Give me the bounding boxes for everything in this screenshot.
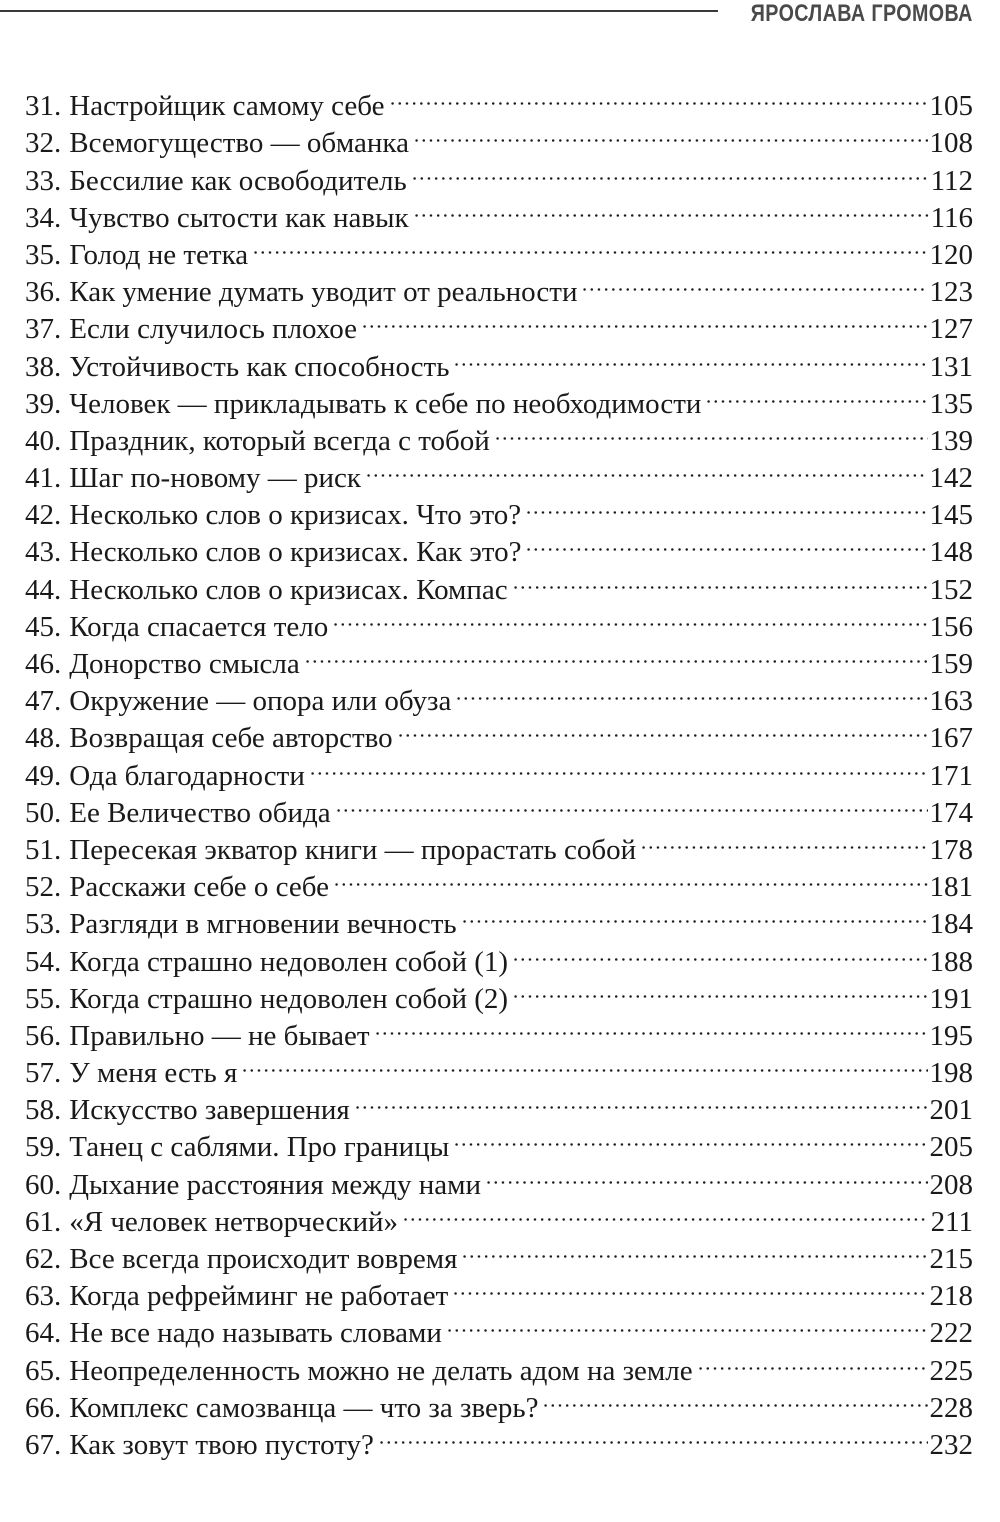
toc-entry-title: Несколько слов о кризисах. Что это? [69, 499, 522, 532]
toc-entry-page: 108 [929, 127, 973, 160]
toc-entry-number: 45. [25, 610, 62, 643]
toc-entry-page: 218 [929, 1280, 973, 1313]
toc-entry-number: 34. [25, 201, 62, 234]
dot-leader [402, 1194, 929, 1231]
toc-entry-page: 105 [929, 90, 973, 123]
toc-entry-title: Когда рефрейминг не работает [69, 1280, 449, 1313]
toc-entry-title: «Я человек нетворческий» [69, 1205, 399, 1238]
toc-entry-number: 32. [25, 127, 62, 160]
dot-leader [446, 1305, 928, 1342]
dot-leader [581, 264, 927, 301]
toc-entry-number: 36. [25, 276, 62, 309]
toc-entry-page: 181 [929, 871, 973, 904]
dot-leader [365, 450, 928, 487]
toc-entry-number: 59. [25, 1131, 62, 1164]
dot-leader [332, 599, 927, 636]
toc-entry-number: 38. [25, 350, 62, 383]
toc-entry-page: 201 [929, 1094, 973, 1127]
toc-entry-number: 33. [25, 164, 62, 197]
dot-leader [453, 338, 927, 375]
dot-leader [361, 301, 928, 338]
toc-entry-page: 184 [929, 908, 973, 941]
toc-entry-number: 58. [25, 1094, 62, 1127]
dot-leader [374, 1008, 928, 1045]
dot-leader [354, 1082, 928, 1119]
dot-leader [494, 413, 928, 450]
toc-entry-page: 127 [929, 313, 973, 346]
toc-entry-number: 62. [25, 1243, 62, 1275]
toc-entry-page: 191 [929, 982, 973, 1015]
toc-entry-title: Правильно — не бывает [69, 1019, 370, 1052]
toc-entry-page: 112 [930, 164, 973, 197]
toc-entry-page: 159 [929, 648, 973, 680]
toc-entry-title: Несколько слов о кризисах. Компас [69, 573, 508, 606]
toc-entry-number: 52. [25, 871, 62, 904]
dot-leader [397, 710, 928, 747]
toc-entry-title: Ода благодарности [69, 759, 305, 792]
toc-entry-title: Когда страшно недоволен собой (2) [69, 982, 509, 1015]
toc-entry-number: 35. [25, 238, 62, 271]
toc-entry-title: Как зовут твою пустоту? [69, 1428, 374, 1461]
toc-entry-page: 123 [929, 276, 973, 309]
dot-leader [413, 115, 928, 152]
toc-entry-title: Неопределенность можно не делать адом на земле [69, 1354, 693, 1387]
toc-entry-number: 42. [25, 499, 62, 532]
toc-entry-page: 198 [929, 1057, 973, 1090]
toc-entry-title: Разгляди в мгновении вечность [69, 908, 457, 941]
toc-entry-number: 60. [25, 1168, 62, 1201]
toc-entry-page: 225 [929, 1354, 973, 1387]
toc-entry-number: 40. [25, 424, 62, 457]
toc-entry-number: 56. [25, 1019, 62, 1052]
toc-entry-number: 63. [25, 1280, 62, 1313]
toc-entry-number: 64. [25, 1317, 62, 1350]
toc-entry-page: 156 [929, 610, 973, 643]
toc-entry-number: 37. [25, 313, 62, 346]
dot-leader [413, 190, 929, 227]
toc-entry-number: 44. [25, 573, 62, 606]
dot-leader [512, 561, 928, 598]
toc-entry-number: 67. [25, 1428, 62, 1461]
toc-entry-title: Всемогущество — обманка [69, 127, 409, 160]
toc-entry-title: Когда спасается тело [69, 610, 329, 643]
toc-entry-number: 49. [25, 759, 62, 792]
dot-leader [525, 487, 927, 524]
header-rule [0, 10, 718, 12]
toc-entry-title: Если случилось плохое [69, 313, 357, 346]
dot-leader [542, 1380, 927, 1417]
toc-entry-title: Голод не тетка [69, 238, 249, 271]
dot-leader [333, 859, 927, 896]
toc-entry-title: Донорство смысла [69, 648, 300, 680]
toc-entry-title: У меня есть я [69, 1057, 238, 1090]
toc-entry-page: 135 [929, 387, 973, 420]
toc-entry-title: Танец с саблями. Про границы [69, 1131, 450, 1164]
toc-entry-title: Расскажи себе о себе [69, 871, 330, 904]
dot-leader [485, 1156, 927, 1193]
table-of-contents [25, 78, 973, 1461]
toc-entry-page: 174 [929, 796, 973, 829]
toc-entry-number: 43. [25, 536, 62, 569]
dot-leader [452, 1268, 927, 1305]
dot-leader [335, 785, 928, 822]
toc-entry-number: 50. [25, 796, 62, 829]
toc-entry-number: 55. [25, 982, 62, 1015]
toc-entry-number: 54. [25, 945, 62, 978]
dot-leader [525, 524, 927, 561]
toc-entry-number: 31. [25, 90, 62, 123]
toc-entry-page: 215 [929, 1243, 973, 1275]
toc-entry-page: 167 [929, 722, 973, 755]
toc-entry-title: Дыхание расстояния между нами [69, 1168, 482, 1201]
toc-entry-page: 139 [929, 424, 973, 457]
toc-entry-number: 46. [25, 648, 62, 680]
toc-entry [25, 78, 973, 123]
toc-entry-page: 205 [929, 1131, 973, 1164]
toc-entry-title: Возвращая себе авторство [69, 722, 393, 755]
toc-entry-number: 53. [25, 908, 62, 941]
toc-entry-number: 57. [25, 1057, 62, 1090]
toc-entry-title: Окружение — опора или обуза [69, 685, 452, 718]
toc-entry-page: 163 [929, 685, 973, 718]
toc-entry-page: 211 [930, 1205, 973, 1238]
toc-entry-page: 178 [929, 833, 973, 866]
toc-entry-number: 41. [25, 462, 62, 495]
dot-leader [304, 636, 928, 673]
dot-leader [378, 1417, 928, 1454]
dot-leader [705, 376, 927, 413]
toc-entry-page: 222 [929, 1317, 973, 1350]
toc-entry-page: 228 [929, 1391, 973, 1424]
toc-entry-title: Когда страшно недоволен собой (1) [69, 945, 509, 978]
toc-entry-page: 145 [929, 499, 973, 532]
running-header [0, 0, 1000, 40]
dot-leader [640, 822, 927, 859]
dot-leader [252, 227, 927, 264]
toc-entry-page: 116 [930, 201, 973, 234]
toc-entry-title: Несколько слов о кризисах. Как это? [69, 536, 522, 569]
dot-leader [309, 747, 928, 784]
toc-entry-page: 171 [929, 759, 973, 792]
toc-entry-number: 61. [25, 1205, 62, 1238]
toc-entry-title: Не все надо называть словами [69, 1317, 442, 1350]
dot-leader [455, 673, 927, 710]
toc-entry-number: 51. [25, 833, 62, 866]
toc-entry-title: Устойчивость как способность [69, 350, 450, 383]
toc-entry-title: Ее Величество обида [69, 796, 331, 829]
toc-entry-page: 131 [929, 350, 973, 383]
toc-entry-title: Шаг по-новому — риск [69, 462, 361, 495]
toc-entry-title: Как умение думать уводит от реальности [69, 276, 578, 309]
toc-entry-title: Чувство сытости как навык [69, 201, 409, 234]
toc-entry-title: Праздник, который всегда с тобой [69, 424, 490, 457]
dot-leader [697, 1342, 928, 1379]
dot-leader [411, 152, 929, 189]
toc-entry-title: Комплекс самозванца — что за зверь? [69, 1391, 539, 1424]
toc-entry-page: 152 [929, 573, 973, 606]
dot-leader [512, 933, 927, 970]
dot-leader [241, 1045, 927, 1082]
toc-entry-number: 39. [25, 387, 62, 420]
dot-leader [389, 78, 928, 115]
dot-leader [512, 971, 927, 1008]
dot-leader [461, 1231, 927, 1268]
toc-entry-page: 120 [929, 238, 973, 271]
toc-entry-number: 48. [25, 722, 62, 755]
toc-entry-number: 47. [25, 685, 62, 718]
dot-leader [461, 896, 928, 933]
toc-entry-page: 195 [929, 1019, 973, 1052]
header-author: ЯРОСЛАВА ГРОМОВА [750, 0, 973, 27]
toc-entry-number: 65. [25, 1354, 62, 1387]
toc-entry-title: Человек — прикладывать к себе по необходимости [69, 387, 702, 420]
toc-entry-page: 148 [929, 536, 973, 569]
toc-entry-title: Настройщик самому себе [69, 90, 385, 123]
toc-entry-page: 208 [929, 1168, 973, 1201]
toc-entry-page: 142 [929, 462, 973, 495]
toc-entry-title: Бессилие как освободитель [69, 164, 407, 197]
toc-entry-title: Искусство завершения [69, 1094, 350, 1127]
toc-entry-title: Все всегда происходит вовремя [69, 1243, 458, 1275]
toc-entry-page: 188 [929, 945, 973, 978]
toc-entry-number: 66. [25, 1391, 62, 1424]
toc-entry-page: 232 [929, 1428, 973, 1461]
toc-entry-title: Пересекая экватор книги — прорастать собой [69, 833, 637, 866]
dot-leader [453, 1119, 927, 1156]
